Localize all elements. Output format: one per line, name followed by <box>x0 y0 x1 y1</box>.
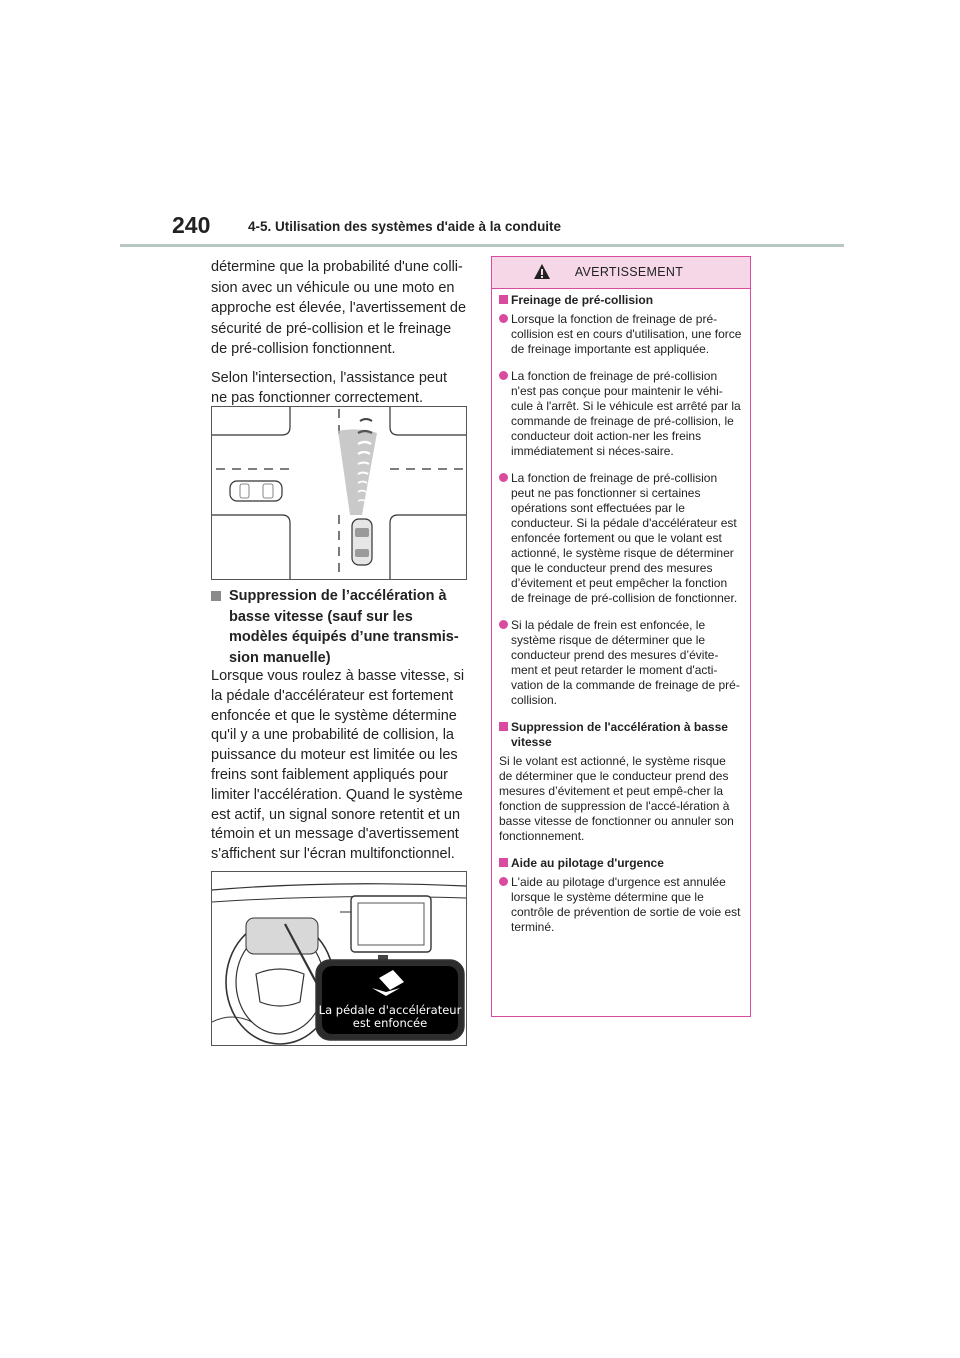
figure-caption-line1: La pédale d'accélérateur <box>318 1003 462 1017</box>
warning-bullet: Si la pédale de frein est enfoncée, le système risque de déterminer que le conducteur prend des mesures d’évite-ment et peut retarder le moment d'acti-vation de la commande de freinage de pré-collision. <box>499 618 742 708</box>
left-column <box>211 257 467 417</box>
page-number: 240 <box>172 212 211 238</box>
warning-title: AVERTISSEMENT <box>574 265 684 279</box>
paragraph-intro: détermine que la probabilité d'une colli-sion avec un véhicule ou une moto en approche est élevée, l'avertissement de sécurité de pré-collision et le freinage de pré-collision fonctionnent. <box>211 259 467 357</box>
warning-subheading-emergency-steering: Aide au pilotage d'urgence <box>499 856 742 871</box>
warning-bullet: Lorsque la fonction de freinage de pré-collision est en cours d'utilisation, une force de freinage importante est appliquée. <box>499 312 742 357</box>
section-title: 4-5. Utilisation des systèmes d'aide à la conduite <box>248 219 562 234</box>
header-rule <box>120 244 844 247</box>
dashboard-illustration <box>211 871 467 1046</box>
figure-caption-line2: est enfoncée <box>352 1016 428 1030</box>
warning-body <box>492 289 750 935</box>
subheading-low-speed <box>211 586 467 668</box>
warning-box <box>491 256 751 1017</box>
warning-subheading-braking: Freinage de pré-collision <box>499 293 742 308</box>
warning-bullet: La fonction de freinage de pré-collision peut ne pas fonctionner si certaines opérations sont effectuées par le conducteur. Si la pédale d'accélérateur est enfoncée fortement ou que le volant est actionné, le système risque de déterminer que le conducteur prend des mesures d’évitement et peut empêcher la fonction de freinage de pré-collision de fonctionner. <box>499 471 742 606</box>
subheading-text: Suppression de l’accélération à basse vitesse (sauf sur les modèles équipés d’une transmis-sion manuelle) <box>229 588 459 666</box>
intersection-illustration <box>211 406 467 580</box>
warning-paragraph: Si le volant est actionné, le système risque de déterminer que le conducteur prend des mesures d’évitement et peut empê-cher la fonction de suppression de l'accé-lération à basse vitesse de fonctionner ou annuler son fonctionnement. <box>499 754 734 843</box>
square-bullet-icon <box>211 591 221 601</box>
paragraph-low-speed: Lorsque vous roulez à basse vitesse, si la pédale d'accélérateur est fortement enfoncée et que le système détermine qu'il y a une probabilité de collision, la puissance du moteur est limitée ou les freins sont faiblement appliqués pour limiter l'accélération. Quand le système est actif, un signal sonore retentit et un témoin et un message d'avertissement s'affichent sur l'écran multifonctionnel. <box>211 668 465 863</box>
paragraph-intersection: Selon l'intersection, l'assistance peut ne pas fonctionner correctement. <box>211 369 448 406</box>
warning-bullet: La fonction de freinage de pré-collision n'est pas conçue pour maintenir le véhi-cule à l'arrêt. Si le véhicule est arrêté par la commande de freinage de pré-collision, le conducteur doit action-ner les freins immédiatement si néces-saire. <box>499 369 742 459</box>
warning-bullet: L'aide au pilotage d'urgence est annulée lorsque le système détermine que le contrôle de prévention de sortie de voie est terminé. <box>499 875 742 935</box>
warning-subheading-low-speed: Suppression de l'accélération à basse vitesse <box>499 720 742 750</box>
warning-header <box>492 257 750 289</box>
